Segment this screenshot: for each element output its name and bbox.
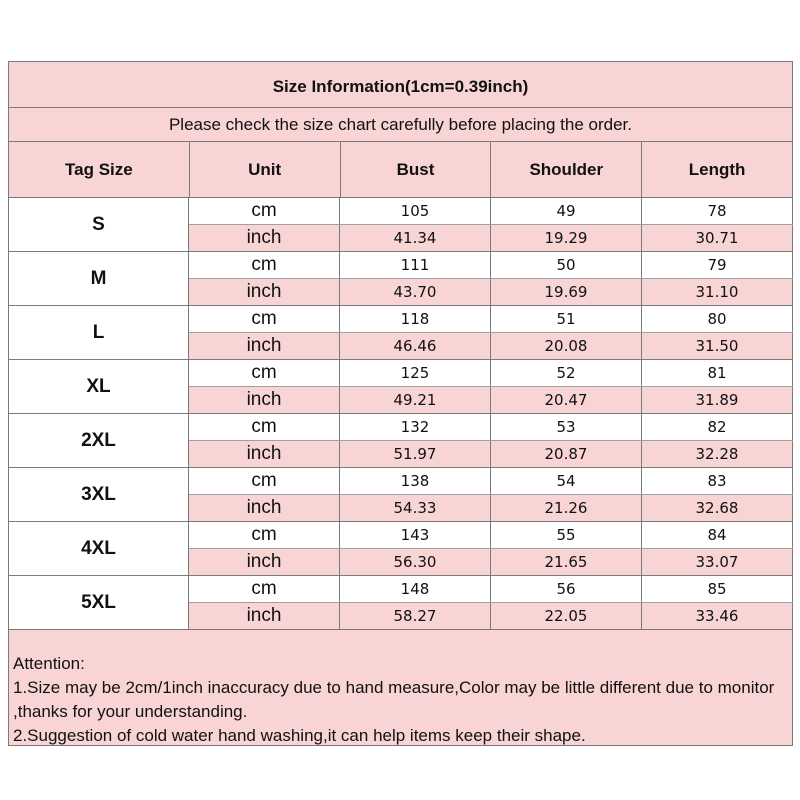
tag-size-label: 3XL <box>9 468 189 522</box>
bust-cell: 148 <box>340 576 491 602</box>
size-group-row <box>9 306 793 360</box>
unit-cell: inch <box>189 279 340 305</box>
bust-cell: 105 <box>340 198 491 224</box>
shoulder-cell: 22.05 <box>491 603 642 629</box>
size-group-row <box>9 468 793 522</box>
unit-cell: inch <box>189 603 340 629</box>
measurement-rows <box>189 360 793 414</box>
cm-measurement-row <box>189 306 793 333</box>
measurement-rows <box>189 414 793 468</box>
attention-note-measurement: 1.Size may be 2cm/1inch inaccuracy due to hand measure,Color may be little different due to monitor ,thanks for your understanding. <box>13 678 775 721</box>
shoulder-cell: 19.29 <box>491 225 642 251</box>
measurement-rows <box>189 252 793 306</box>
shoulder-cell: 19.69 <box>491 279 642 305</box>
attention-heading: Attention: <box>13 654 85 673</box>
shoulder-cell: 20.08 <box>491 333 642 359</box>
bust-cell: 132 <box>340 414 491 440</box>
size-group-row <box>9 360 793 414</box>
bust-cell: 51.97 <box>340 441 491 467</box>
measurement-rows <box>189 576 793 630</box>
bust-cell: 43.70 <box>340 279 491 305</box>
unit-cell: inch <box>189 441 340 467</box>
shoulder-cell: 51 <box>491 306 642 332</box>
shoulder-cell: 52 <box>491 360 642 386</box>
unit-cell: cm <box>189 576 340 602</box>
length-cell: 33.46 <box>642 603 793 629</box>
bust-cell: 138 <box>340 468 491 494</box>
length-cell: 84 <box>642 522 793 548</box>
bust-cell: 56.30 <box>340 549 491 575</box>
bust-cell: 54.33 <box>340 495 491 521</box>
size-group-row <box>9 576 793 630</box>
title-row <box>9 62 793 108</box>
column-header-unit: Unit <box>190 142 341 197</box>
cm-measurement-row <box>189 576 793 603</box>
tag-size-label: 5XL <box>9 576 189 630</box>
inch-measurement-row <box>189 387 793 414</box>
inch-measurement-row <box>189 603 793 630</box>
tag-size-label: S <box>9 198 189 252</box>
column-header-tag-size: Tag Size <box>9 142 190 197</box>
inch-measurement-row <box>189 279 793 306</box>
cm-measurement-row <box>189 198 793 225</box>
measurement-rows <box>189 522 793 576</box>
inch-measurement-row <box>189 441 793 468</box>
bust-cell: 143 <box>340 522 491 548</box>
length-cell: 80 <box>642 306 793 332</box>
column-header-length: Length <box>642 142 793 197</box>
length-cell: 82 <box>642 414 793 440</box>
shoulder-cell: 54 <box>491 468 642 494</box>
tag-size-label: L <box>9 306 189 360</box>
unit-cell: inch <box>189 549 340 575</box>
bust-cell: 46.46 <box>340 333 491 359</box>
cm-measurement-row <box>189 360 793 387</box>
bust-cell: 111 <box>340 252 491 278</box>
size-group-row <box>9 522 793 576</box>
bust-cell: 118 <box>340 306 491 332</box>
tag-size-label: 2XL <box>9 414 189 468</box>
size-table-body <box>9 198 793 630</box>
shoulder-cell: 21.26 <box>491 495 642 521</box>
size-check-notice: Please check the size chart carefully before placing the order. <box>9 108 793 141</box>
measurement-rows <box>189 198 793 252</box>
measurement-rows <box>189 468 793 522</box>
tag-size-label: M <box>9 252 189 306</box>
column-header-bust: Bust <box>341 142 492 197</box>
length-cell: 31.10 <box>642 279 793 305</box>
unit-cell: inch <box>189 495 340 521</box>
inch-measurement-row <box>189 495 793 522</box>
size-group-row <box>9 252 793 306</box>
length-cell: 79 <box>642 252 793 278</box>
unit-cell: inch <box>189 387 340 413</box>
unit-cell: inch <box>189 333 340 359</box>
shoulder-cell: 53 <box>491 414 642 440</box>
unit-cell: cm <box>189 414 340 440</box>
unit-cell: cm <box>189 360 340 386</box>
unit-cell: cm <box>189 468 340 494</box>
tag-size-label: 4XL <box>9 522 189 576</box>
cm-measurement-row <box>189 468 793 495</box>
cm-measurement-row <box>189 522 793 549</box>
attention-box <box>9 630 793 746</box>
length-cell: 32.28 <box>642 441 793 467</box>
length-cell: 32.68 <box>642 495 793 521</box>
bust-cell: 41.34 <box>340 225 491 251</box>
shoulder-cell: 56 <box>491 576 642 602</box>
inch-measurement-row <box>189 225 793 252</box>
size-info-title: Size Information(1cm=0.39inch) <box>9 62 793 107</box>
shoulder-cell: 49 <box>491 198 642 224</box>
shoulder-cell: 20.87 <box>491 441 642 467</box>
shoulder-cell: 55 <box>491 522 642 548</box>
attention-note-washing: 2.Suggestion of cold water hand washing,it can help items keep their shape. <box>13 726 586 745</box>
column-header-shoulder: Shoulder <box>491 142 642 197</box>
tag-size-label: XL <box>9 360 189 414</box>
length-cell: 83 <box>642 468 793 494</box>
shoulder-cell: 21.65 <box>491 549 642 575</box>
unit-cell: cm <box>189 522 340 548</box>
shoulder-cell: 50 <box>491 252 642 278</box>
unit-cell: cm <box>189 252 340 278</box>
shoulder-cell: 20.47 <box>491 387 642 413</box>
length-cell: 78 <box>642 198 793 224</box>
cm-measurement-row <box>189 414 793 441</box>
inch-measurement-row <box>189 549 793 576</box>
inch-measurement-row <box>189 333 793 360</box>
unit-cell: cm <box>189 198 340 224</box>
cm-measurement-row <box>189 252 793 279</box>
length-cell: 81 <box>642 360 793 386</box>
length-cell: 31.89 <box>642 387 793 413</box>
column-header-row <box>9 142 793 198</box>
bust-cell: 125 <box>340 360 491 386</box>
bust-cell: 58.27 <box>340 603 491 629</box>
length-cell: 30.71 <box>642 225 793 251</box>
unit-cell: cm <box>189 306 340 332</box>
length-cell: 33.07 <box>642 549 793 575</box>
size-chart-table <box>8 61 793 746</box>
length-cell: 85 <box>642 576 793 602</box>
length-cell: 31.50 <box>642 333 793 359</box>
size-group-row <box>9 414 793 468</box>
size-group-row <box>9 198 793 252</box>
measurement-rows <box>189 306 793 360</box>
notice-row <box>9 108 793 142</box>
bust-cell: 49.21 <box>340 387 491 413</box>
unit-cell: inch <box>189 225 340 251</box>
